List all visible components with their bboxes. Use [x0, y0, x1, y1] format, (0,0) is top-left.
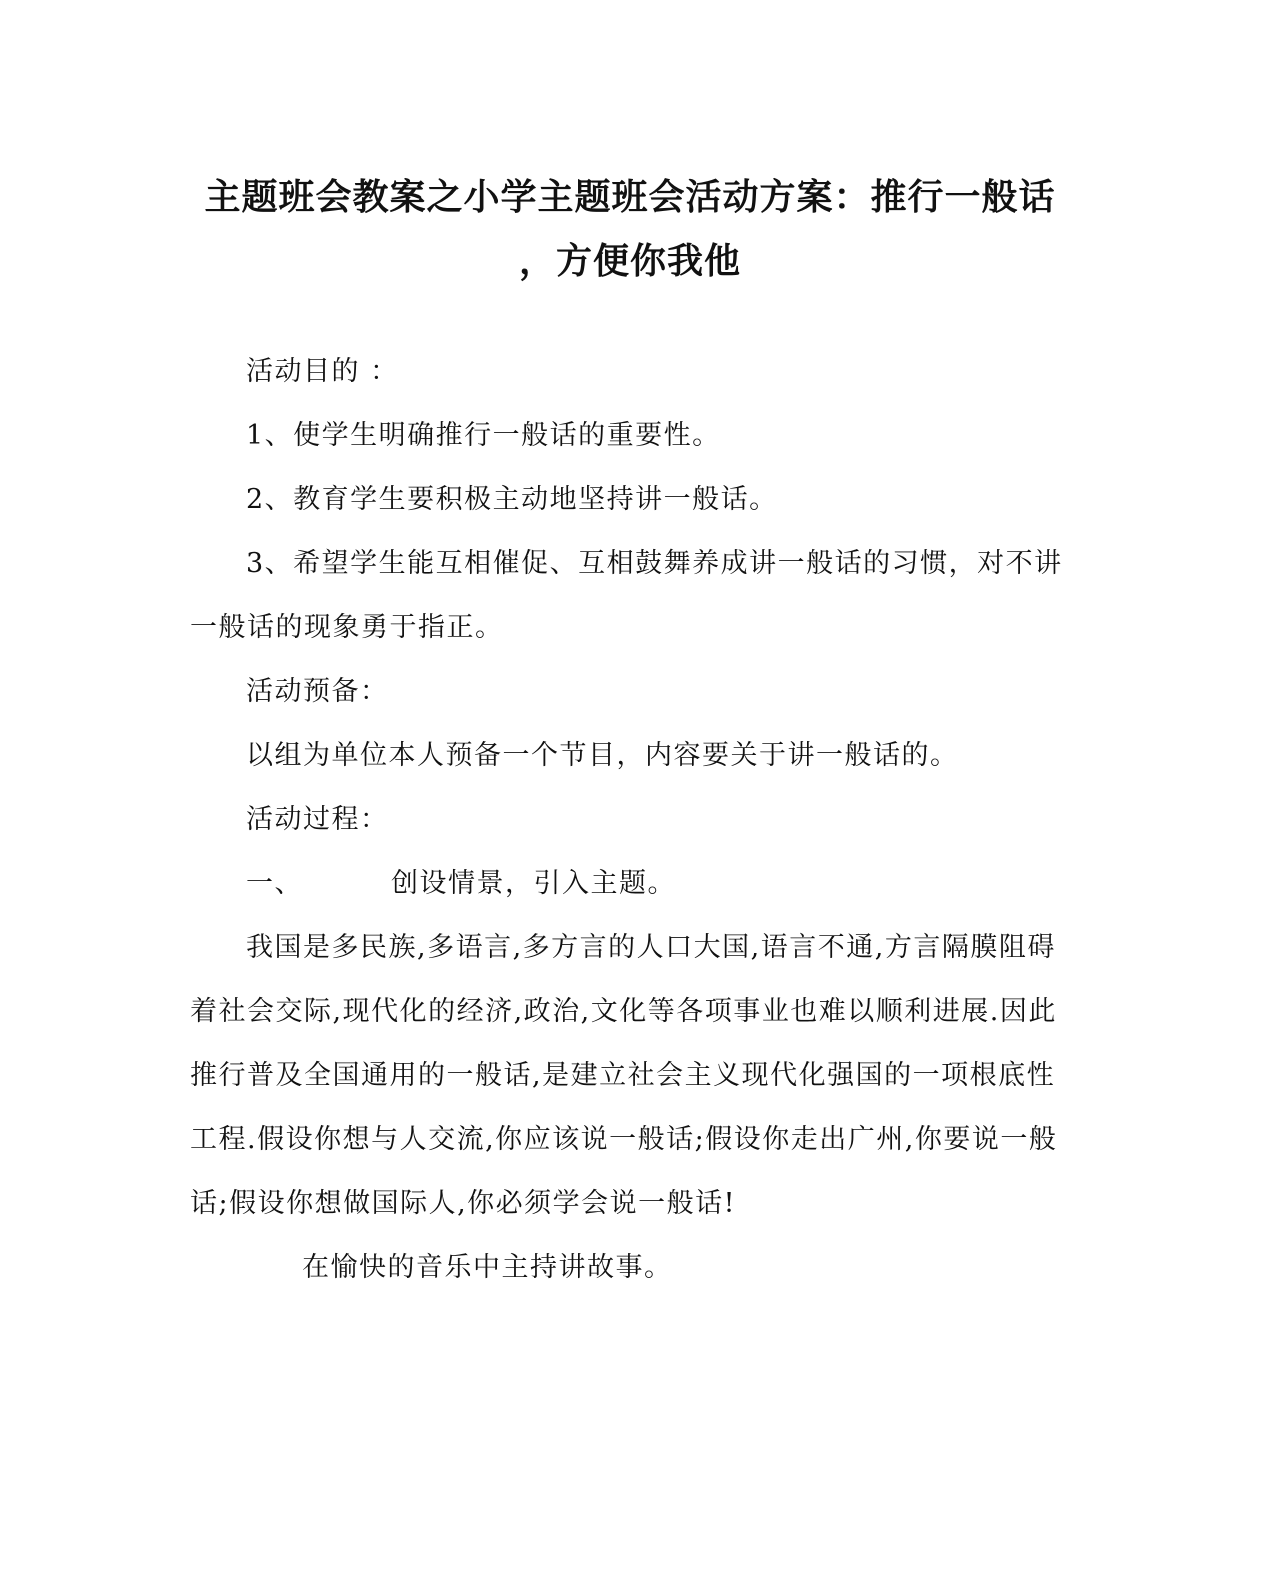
step-text: 创设情景，引入主题。: [391, 868, 676, 899]
preparation-heading: 活动预备：: [246, 676, 389, 707]
process-heading: 活动过程：: [246, 804, 389, 835]
purpose-item-3: 3、希望学生能互相催促、互相鼓舞养成讲一般话的习惯，对不讲一般话的现象勇于指正。: [190, 548, 1063, 643]
title-line-2: ，方便你我他: [518, 241, 741, 282]
preparation-text: 以组为单位本人预备一个节目，内容要关于讲一般话的。: [246, 740, 959, 771]
title-line-1: 主题班会教案之小学主题班会活动方案：推行一般话: [204, 177, 1056, 218]
step-number: 一、: [246, 868, 303, 899]
document-body: [190, 340, 1075, 1300]
purpose-item-2: 2、教育学生要积极主动地坚持讲一般话。: [246, 484, 778, 515]
story-line: 在愉快的音乐中主持讲故事。: [302, 1252, 673, 1283]
purpose-item-1: 1、使学生明确推行一般话的重要性。: [246, 420, 721, 451]
purpose-heading: 活动目的 ：: [246, 356, 399, 387]
document-title: [190, 166, 1070, 294]
intro-paragraph: 我国是多民族,多语言,多方言的人口大国,语言不通,方言隔膜阻碍着社会交际,现代化的经济,政治,文化等各项事业也难以顺利进展.因此推行普及全国通用的一般话,是建立社会主义现代化强国的一项根底性工程.假设你想与人交流,你应该说一般话;假设你走出广州,你要说一般话;假设你想做国际人,你必须学会说一般话!: [190, 932, 1058, 1219]
process-step-1: [190, 852, 1075, 916]
